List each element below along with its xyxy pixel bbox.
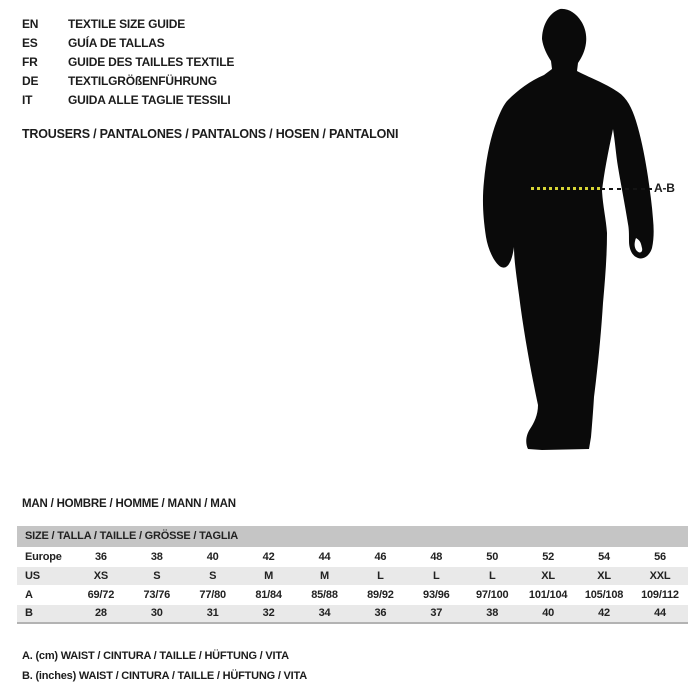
size-cell: XXL [649, 569, 671, 582]
language-row [22, 15, 234, 34]
size-cell: 44 [318, 550, 331, 563]
language-label: GUIDA ALLE TAGLIE TESSILI [68, 93, 231, 107]
size-cell: 40 [206, 550, 219, 563]
row-label: Europe [25, 550, 62, 563]
language-code: IT [22, 93, 33, 107]
size-table [17, 526, 688, 624]
table-row [17, 566, 688, 585]
size-cell: 54 [598, 550, 610, 563]
footnote-b: B. (inches) WAIST / CINTURA / TAILLE / HÜFTUNG / VITA [22, 670, 307, 682]
size-cell: L [377, 569, 384, 582]
size-cell: M [264, 569, 274, 582]
table-row [17, 547, 688, 566]
size-cell: L [433, 569, 440, 582]
language-label: GUIDE DES TAILLES TEXTILE [68, 55, 235, 69]
section-title-man: MAN / HOMBRE / HOMME / MANN / MAN [22, 498, 236, 510]
waist-measure-line-extension [601, 188, 652, 190]
size-cell: 44 [654, 607, 666, 620]
language-row [22, 72, 234, 91]
size-cell: XS [93, 569, 108, 582]
language-code: FR [22, 55, 38, 69]
row-label: US [25, 569, 40, 582]
size-cell: 38 [150, 550, 163, 563]
size-cell: 48 [430, 550, 443, 563]
footnote-a: A. (cm) WAIST / CINTURA / TAILLE / HÜFTUNG / VITA [22, 650, 289, 662]
size-cell: 28 [94, 607, 107, 620]
size-cell: 77/80 [199, 588, 226, 601]
size-cell: 97/100 [475, 588, 509, 601]
footnotes [22, 646, 307, 686]
size-cell: 56 [654, 550, 666, 563]
language-code: EN [22, 17, 39, 31]
size-cell: 73/76 [143, 588, 171, 601]
size-cell: 42 [262, 550, 275, 563]
size-cell: 36 [374, 607, 387, 620]
row-label: B [25, 607, 33, 620]
size-cell: XL [541, 569, 555, 582]
size-cell: 40 [542, 607, 555, 620]
size-cell: 32 [262, 607, 275, 620]
table-row [17, 585, 688, 604]
size-cell: XL [597, 569, 611, 582]
size-cell: 46 [374, 550, 387, 563]
size-cell: 34 [318, 607, 331, 620]
language-label: TEXTILE SIZE GUIDE [68, 17, 186, 31]
size-cell: 52 [542, 550, 555, 563]
table-header-label: SIZE / TALLA / TAILLE / GRÖSSE / TAGLIA [17, 526, 688, 547]
table-row [17, 604, 688, 623]
size-cell: 42 [598, 607, 610, 620]
language-label: GUÍA DE TALLAS [68, 36, 165, 50]
size-cell: 105/108 [584, 588, 624, 601]
size-cell: 101/104 [528, 588, 568, 601]
size-cell: 50 [486, 550, 499, 563]
table-header-row [17, 526, 688, 547]
size-cell: S [209, 569, 217, 582]
language-code: DE [22, 74, 39, 88]
size-cell: 37 [430, 607, 443, 620]
language-label: TEXTILGRÖßENFÜHRUNG [68, 74, 217, 88]
size-cell: 38 [486, 607, 499, 620]
row-label: A [25, 588, 33, 601]
language-row [22, 53, 234, 72]
language-code: ES [22, 36, 38, 50]
language-row [22, 34, 234, 53]
size-table-wrap [17, 526, 688, 624]
man-silhouette-figure [470, 5, 690, 460]
language-row [22, 91, 234, 110]
size-cell: 109/112 [641, 588, 679, 601]
category-title: TROUSERS / PANTALONES / PANTALONS / HOSEN / PANTALONI [22, 127, 399, 141]
size-table-body [17, 547, 688, 623]
waist-measure-line-on-body [531, 187, 601, 190]
language-title-list [22, 15, 234, 110]
size-cell: 85/88 [311, 588, 338, 601]
size-cell: 31 [206, 607, 219, 620]
size-cell: 89/92 [367, 588, 394, 601]
size-cell: S [153, 569, 161, 582]
man-silhouette [470, 5, 690, 460]
size-cell: 36 [94, 550, 107, 563]
size-cell: L [488, 569, 496, 582]
size-cell: 93/96 [423, 588, 450, 601]
size-cell: 69/72 [87, 588, 115, 601]
measure-label: A-B [654, 181, 675, 195]
size-cell: 30 [150, 607, 163, 620]
size-cell: M [320, 569, 329, 582]
size-cell: 81/84 [255, 588, 282, 601]
